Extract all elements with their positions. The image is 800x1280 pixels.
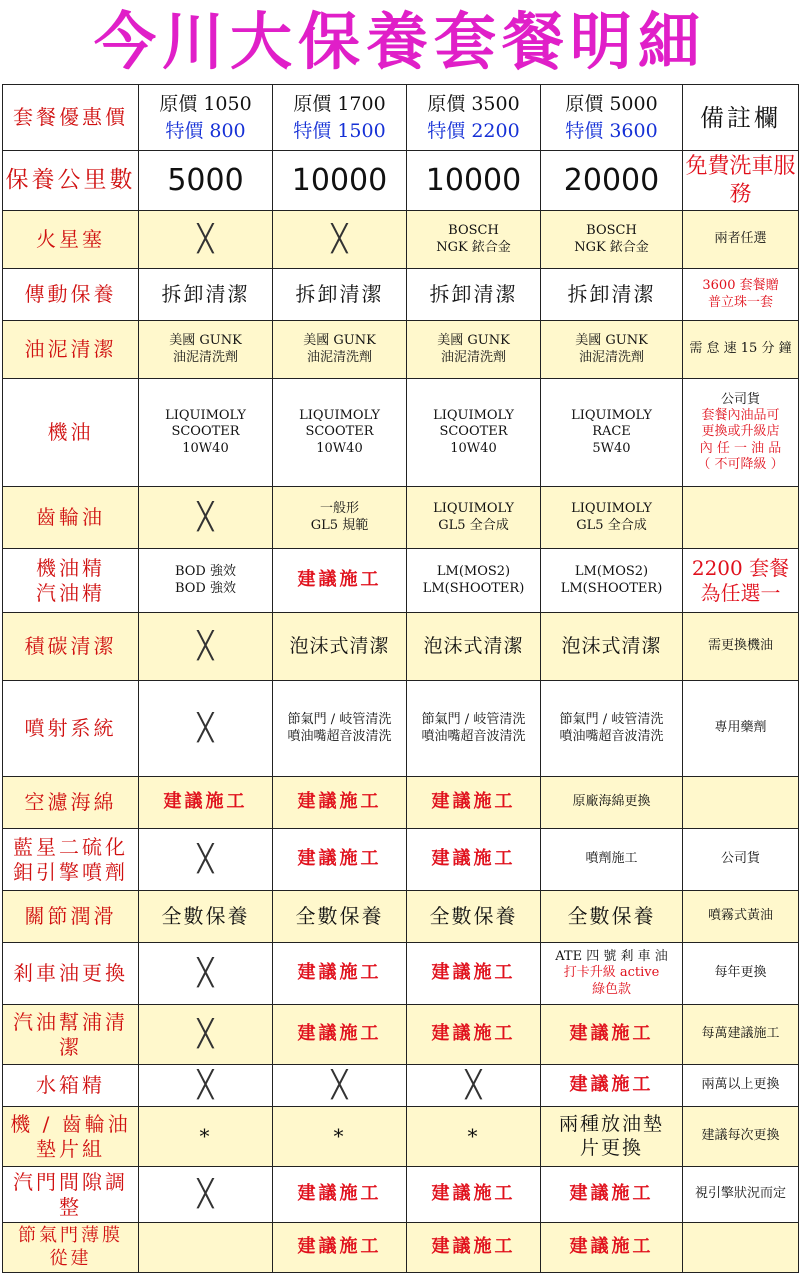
note-cell — [683, 1223, 799, 1273]
cell: * — [273, 1107, 407, 1167]
sludge-row — [3, 321, 799, 379]
cell: 泡沫式清潔 — [273, 613, 407, 681]
note-cell: 每萬建議施工 — [683, 1005, 799, 1065]
note-cell — [683, 777, 799, 829]
cell: 節氣門 / 岐管清洗 噴油嘴超音波清洗 — [407, 681, 541, 777]
cell: 5000 — [139, 151, 273, 211]
cell: 兩種放油墊 片更換 — [541, 1107, 683, 1167]
air-sponge-row — [3, 777, 799, 829]
row-label: 噴射系統 — [3, 681, 139, 777]
cell: 美國 GUNK 油泥清洗劑 — [541, 321, 683, 379]
cell: * — [139, 1107, 273, 1167]
maintenance-table — [2, 84, 799, 1273]
notes-header: 備註欄 — [683, 85, 799, 151]
cell: 節氣門 / 岐管清洗 噴油嘴超音波清洗 — [273, 681, 407, 777]
cross-mark: ╳ — [139, 1065, 273, 1107]
mileage-row — [3, 151, 799, 211]
additive-row — [3, 549, 799, 613]
cross-mark: ╳ — [139, 1005, 273, 1065]
note-cell: 公司貨 套餐內油品可 更換或升級店 內 任 一 油 品 （ 不可降級 ） — [683, 379, 799, 487]
oil-row — [3, 379, 799, 487]
note-cell: 建議每次更換 — [683, 1107, 799, 1167]
recommend-cell: 建議施工 — [273, 777, 407, 829]
cell: BOSCH NGK 銥合金 — [541, 211, 683, 269]
cross-mark: ╳ — [139, 829, 273, 891]
recommend-cell: 建議施工 — [273, 1223, 407, 1273]
recommend-cell: 建議施工 — [139, 777, 273, 829]
row-label: 火星塞 — [3, 211, 139, 269]
note-cell: 2200 套餐 為任選一 — [683, 549, 799, 613]
recommend-cell: 建議施工 — [273, 1005, 407, 1065]
recommend-cell: 建議施工 — [273, 829, 407, 891]
note-cell: 專用藥劑 — [683, 681, 799, 777]
plan-price: 原價 1700 特價 1500 — [273, 85, 407, 151]
page-title: 今川大保養套餐明細 — [93, 5, 706, 78]
cross-mark: ╳ — [139, 487, 273, 549]
row-label: 機油精 汽油精 — [3, 549, 139, 613]
row-label: 機油 — [3, 379, 139, 487]
cell: 全數保養 — [139, 891, 273, 943]
cross-mark: ╳ — [273, 211, 407, 269]
cell: 拆卸清潔 — [541, 269, 683, 321]
cell: 全數保養 — [541, 891, 683, 943]
cell: 美國 GUNK 油泥清洗劑 — [273, 321, 407, 379]
row-label: 汽門間隙調整 — [3, 1167, 139, 1223]
cell: 泡沫式清潔 — [541, 613, 683, 681]
recommend-cell: 建議施工 — [541, 1167, 683, 1223]
cell: LIQUIMOLY GL5 全合成 — [541, 487, 683, 549]
cell: 全數保養 — [407, 891, 541, 943]
carbon-row — [3, 613, 799, 681]
cross-mark: ╳ — [139, 1167, 273, 1223]
recommend-cell: 建議施工 — [541, 1223, 683, 1273]
injection-row — [3, 681, 799, 777]
cell: LIQUIMOLY SCOOTER 10W40 — [407, 379, 541, 487]
note-cell: 3600 套餐贈 普立珠一套 — [683, 269, 799, 321]
row-label: 關節潤滑 — [3, 891, 139, 943]
row-label: 保養公里數 — [3, 151, 139, 211]
radiator-row — [3, 1065, 799, 1107]
row-label: 空濾海綿 — [3, 777, 139, 829]
cell: LIQUIMOLY SCOOTER 10W40 — [273, 379, 407, 487]
cell: 一般形 GL5 規範 — [273, 487, 407, 549]
note-cell: 需 怠 速 15 分 鐘 — [683, 321, 799, 379]
cell: 拆卸清潔 — [139, 269, 273, 321]
cell: LIQUIMOLY GL5 全合成 — [407, 487, 541, 549]
cell: ATE 四 號 剎 車 油 打卡升級 active 綠色款 — [541, 943, 683, 1005]
spark-row — [3, 211, 799, 269]
cell: 美國 GUNK 油泥清洗劑 — [139, 321, 273, 379]
recommend-cell: 建議施工 — [273, 549, 407, 613]
cross-mark: ╳ — [139, 681, 273, 777]
cell: * — [407, 1107, 541, 1167]
cell — [139, 1223, 273, 1273]
note-cell — [683, 487, 799, 549]
valve-row — [3, 1167, 799, 1223]
cell: 拆卸清潔 — [407, 269, 541, 321]
note-cell: 噴霧式黃油 — [683, 891, 799, 943]
row-label: 汽油幫浦清潔 — [3, 1005, 139, 1065]
cell: LM(MOS2) LM(SHOOTER) — [541, 549, 683, 613]
note-cell: 需更換機油 — [683, 613, 799, 681]
row-label: 機 / 齒輪油 墊片組 — [3, 1107, 139, 1167]
recommend-cell: 建議施工 — [407, 1167, 541, 1223]
note-cell: 每年更換 — [683, 943, 799, 1005]
row-label: 剎車油更換 — [3, 943, 139, 1005]
row-label: 套餐優惠價 — [3, 85, 139, 151]
brake-row — [3, 943, 799, 1005]
plan-price: 原價 5000 特價 3600 — [541, 85, 683, 151]
cell: 10000 — [407, 151, 541, 211]
note-cell: 兩萬以上更換 — [683, 1065, 799, 1107]
recommend-cell: 建議施工 — [407, 943, 541, 1005]
row-label: 傳動保養 — [3, 269, 139, 321]
recommend-cell: 建議施工 — [273, 943, 407, 1005]
cell: LIQUIMOLY RACE 5W40 — [541, 379, 683, 487]
cross-mark: ╳ — [273, 1065, 407, 1107]
recommend-cell: 建議施工 — [407, 1223, 541, 1273]
note-cell: 免費洗車服務 — [683, 151, 799, 211]
note-cell: 視引擎狀況而定 — [683, 1167, 799, 1223]
drive-row — [3, 269, 799, 321]
plan-price: 原價 1050 特價 800 — [139, 85, 273, 151]
row-label: 水箱精 — [3, 1065, 139, 1107]
cell: LM(MOS2) LM(SHOOTER) — [407, 549, 541, 613]
cell: 噴劑施工 — [541, 829, 683, 891]
moly-row — [3, 829, 799, 891]
note-cell: 公司貨 — [683, 829, 799, 891]
fuel-pump-row — [3, 1005, 799, 1065]
joint-row — [3, 891, 799, 943]
cross-mark: ╳ — [139, 943, 273, 1005]
cell: 泡沫式清潔 — [407, 613, 541, 681]
row-label: 藍星二硫化 鉬引擎噴劑 — [3, 829, 139, 891]
row-label: 節氣門薄膜 從建 — [3, 1223, 139, 1273]
recommend-cell: 建議施工 — [273, 1167, 407, 1223]
recommend-cell: 建議施工 — [541, 1005, 683, 1065]
row-label: 積碳清潔 — [3, 613, 139, 681]
cell: 拆卸清潔 — [273, 269, 407, 321]
cell: 全數保養 — [273, 891, 407, 943]
cross-mark: ╳ — [139, 211, 273, 269]
plan-price: 原價 3500 特價 2200 — [407, 85, 541, 151]
cell: BOSCH NGK 銥合金 — [407, 211, 541, 269]
recommend-cell: 建議施工 — [541, 1065, 683, 1107]
note-cell: 兩者任選 — [683, 211, 799, 269]
cross-mark: ╳ — [407, 1065, 541, 1107]
cell: 節氣門 / 岐管清洗 噴油嘴超音波清洗 — [541, 681, 683, 777]
cell: 10000 — [273, 151, 407, 211]
cell: 原廠海綿更換 — [541, 777, 683, 829]
recommend-cell: 建議施工 — [407, 829, 541, 891]
row-label: 油泥清潔 — [3, 321, 139, 379]
cross-mark: ╳ — [139, 613, 273, 681]
cell: 20000 — [541, 151, 683, 211]
cell: LIQUIMOLY SCOOTER 10W40 — [139, 379, 273, 487]
row-label: 齒輪油 — [3, 487, 139, 549]
cell: BOD 強效 BOD 強效 — [139, 549, 273, 613]
price-row — [3, 85, 799, 151]
recommend-cell: 建議施工 — [407, 1005, 541, 1065]
gasket-row — [3, 1107, 799, 1167]
throttle-row — [3, 1223, 799, 1273]
recommend-cell: 建議施工 — [407, 777, 541, 829]
cell: 美國 GUNK 油泥清洗劑 — [407, 321, 541, 379]
gear-oil-row — [3, 487, 799, 549]
